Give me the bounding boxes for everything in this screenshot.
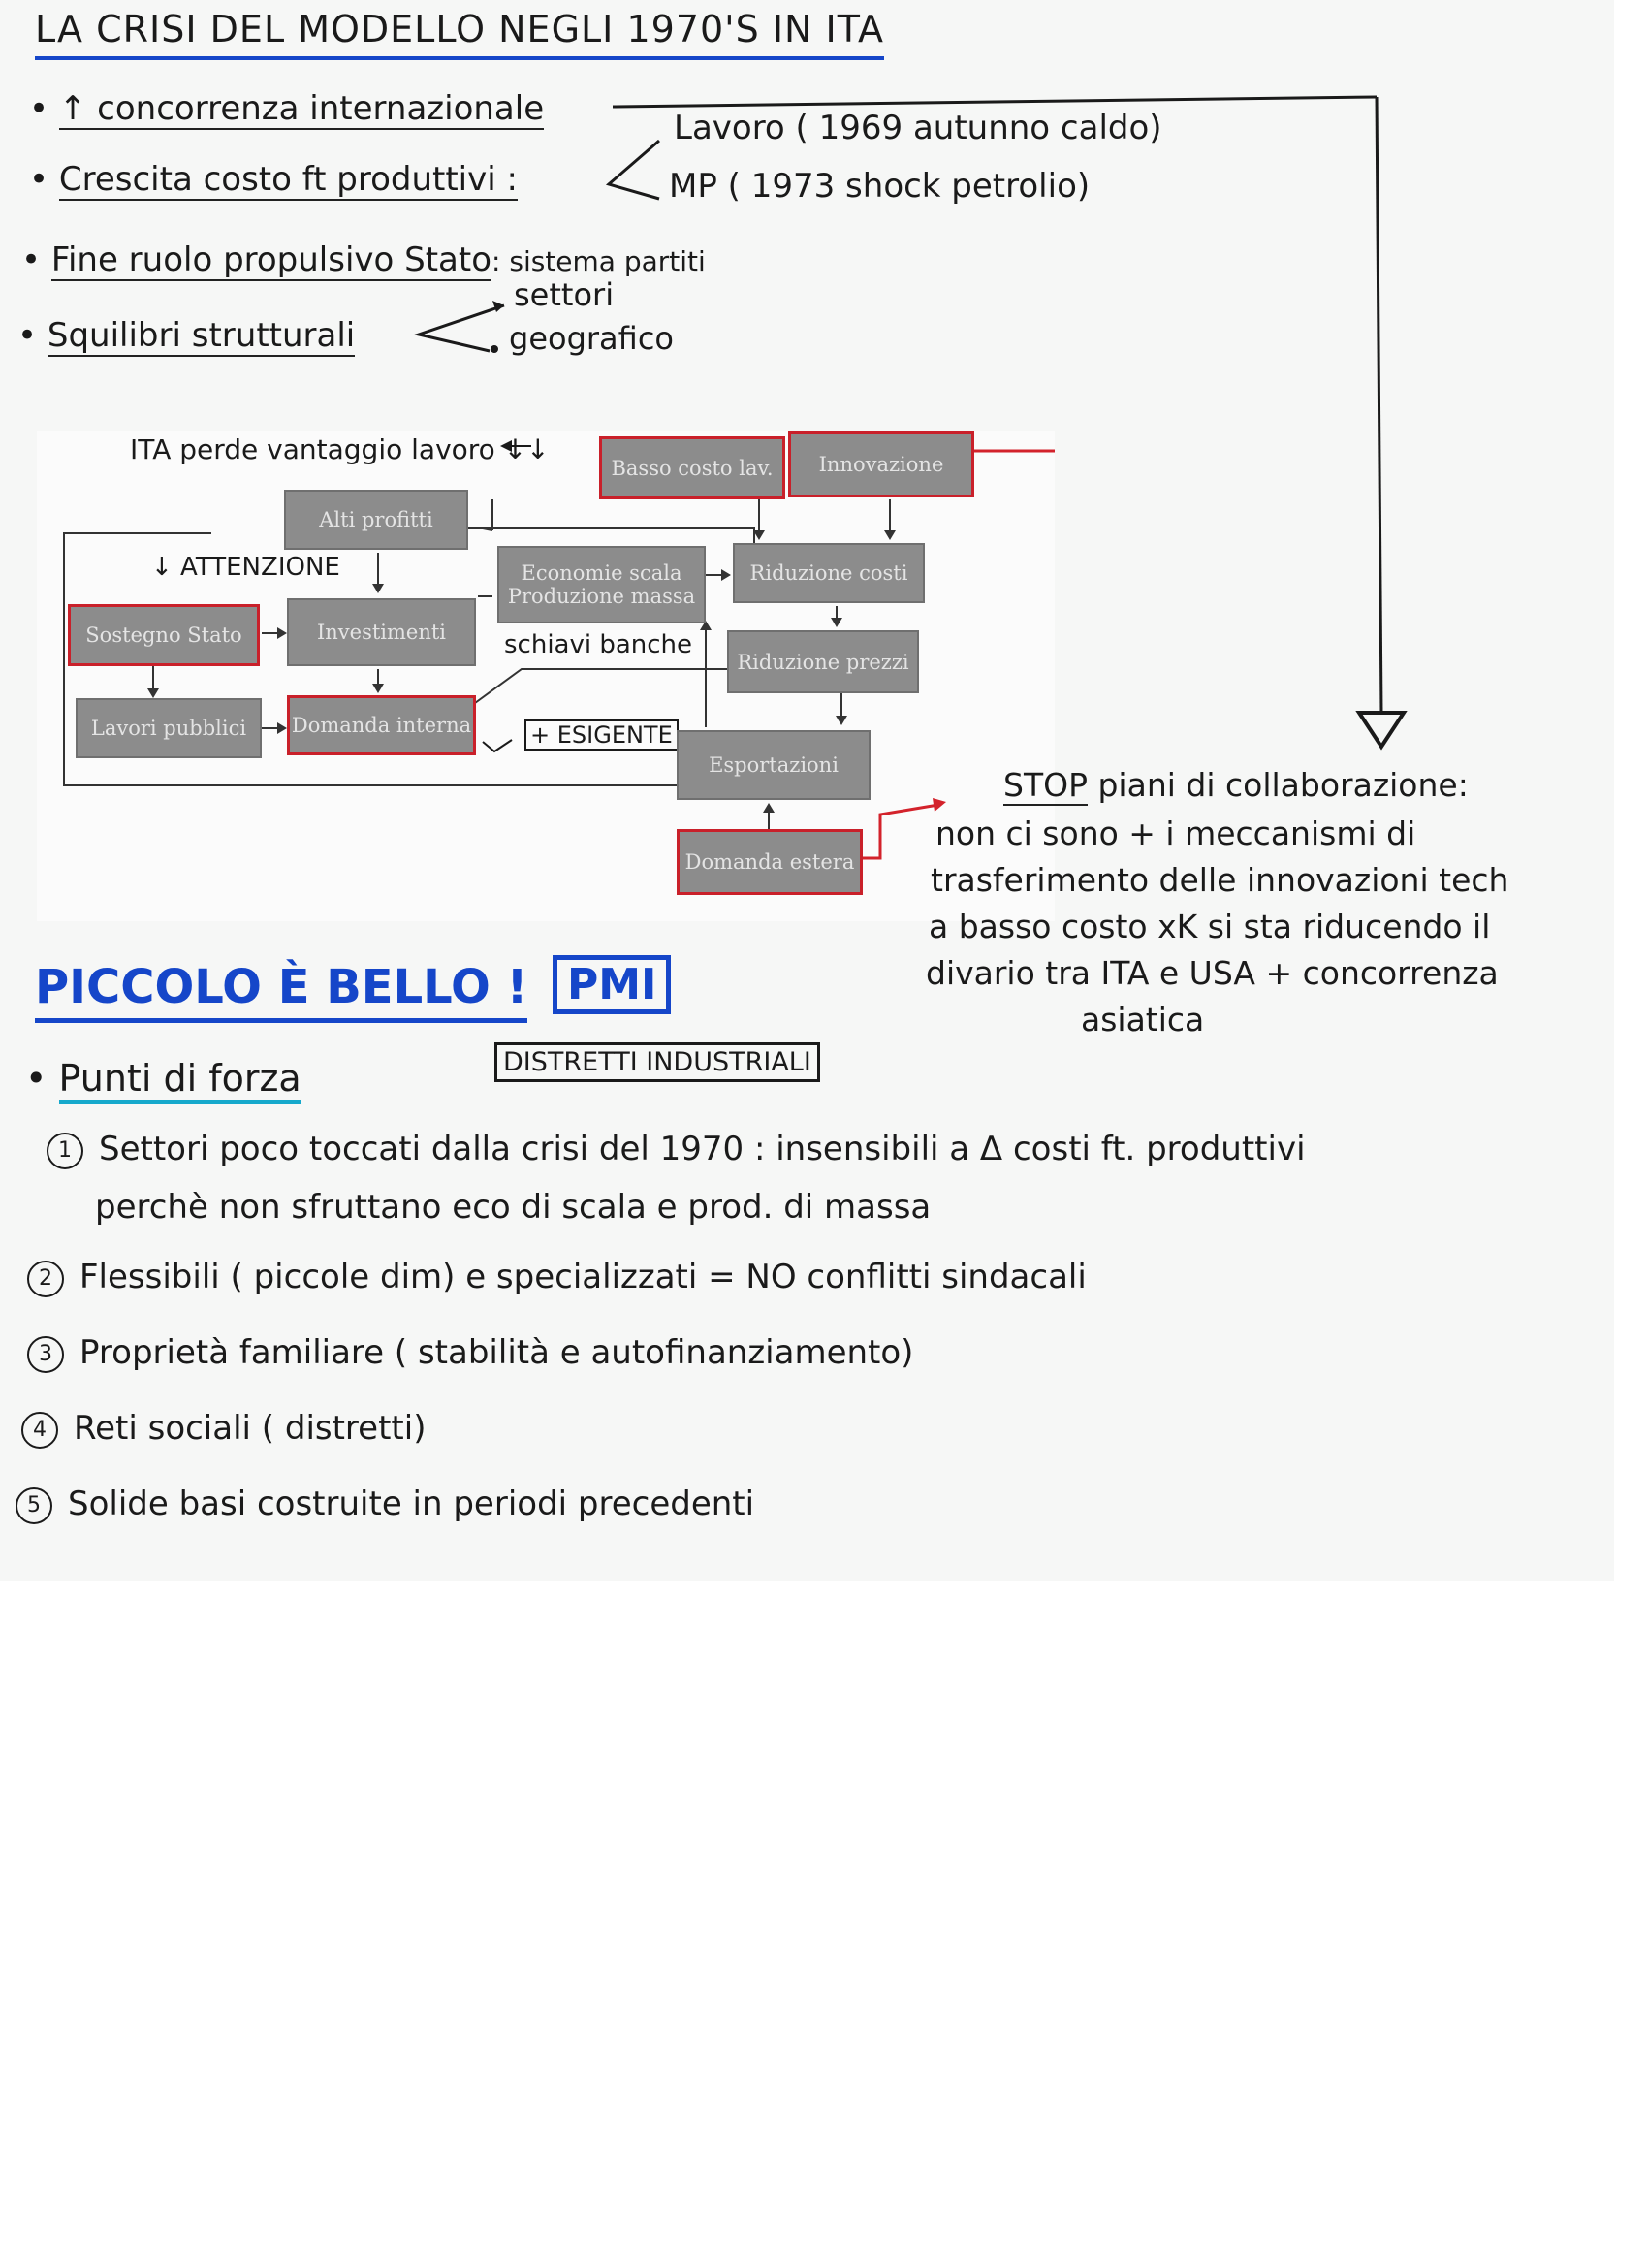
node-esportazioni: Esportazioni <box>677 730 871 800</box>
bullet-concorrenza: • ↑ concorrenza internazionale <box>29 89 545 128</box>
punti-label: • Punti di forza <box>25 1057 301 1100</box>
list-item: perchè non sfruttano eco di scala e prod. di massa <box>95 1188 932 1227</box>
bullet-fine: • Fine ruolo propulsivo Stato: sistema partiti <box>21 240 706 279</box>
stop-note-line2: non ci sono + i meccanismi di <box>935 815 1416 852</box>
distretti-label: DISTRETTI INDUSTRIALI <box>494 1042 820 1082</box>
stop-note-line6: asiatica <box>1081 1001 1205 1038</box>
node-innovazione: Innovazione <box>788 431 974 497</box>
economic-model-diagram <box>37 431 1055 921</box>
perde-vantaggio-label: ITA perde vantaggio lavoro ↓↓ <box>130 433 550 465</box>
list-item: 5 Solide basi costruite in periodi precedenti <box>16 1485 1567 1560</box>
branch-geografico: geografico <box>509 320 674 357</box>
stop-note-line5: divario tra ITA e USA + concorrenza <box>926 954 1499 992</box>
number-badge: 1 <box>47 1133 83 1169</box>
bullet-crescita: • Crescita costo ft produttivi : <box>29 160 518 199</box>
node-domanda-interna: Domanda interna <box>287 695 476 755</box>
node-sostegno-stato: Sostegno Stato <box>68 604 260 666</box>
node-economie-scala: Economie scala Produzione massa <box>497 546 706 623</box>
pmi-badge: PMI <box>553 955 671 1014</box>
node-riduzione-costi: Riduzione costi <box>733 543 925 603</box>
number-badge: 4 <box>21 1412 58 1449</box>
number-badge: 3 <box>27 1336 64 1373</box>
list-item: 1 Settori poco toccati dalla crisi del 1970 : insensibili a Δ costi ft. produttivi <box>47 1130 1598 1188</box>
node-investimenti: Investimenti <box>287 598 476 666</box>
number-badge: 5 <box>16 1487 52 1524</box>
node-lavori-pubblici: Lavori pubblici <box>76 698 262 758</box>
branch-lavoro: Lavoro ( 1969 autunno caldo) <box>674 109 1162 147</box>
number-badge: 2 <box>27 1261 64 1297</box>
schiavi-banche-label: schiavi banche <box>504 630 693 659</box>
bullet-squilibri: • Squilibri strutturali <box>17 316 356 355</box>
branch-mp: MP ( 1973 shock petrolio) <box>669 167 1091 206</box>
list-item: 4 Reti sociali ( distretti) <box>21 1409 1572 1485</box>
node-domanda-estera: Domanda estera <box>677 829 863 895</box>
stop-note-line1: STOP piani di collaborazione: <box>1003 766 1469 804</box>
esigente-label: + ESIGENTE <box>524 719 679 751</box>
piccolo-heading: PICCOLO È BELLO ! <box>35 960 527 1023</box>
strengths-list <box>27 1130 1578 1560</box>
list-item: 2 Flessibili ( piccole dim) e specializzati = NO conflitti sindacali <box>27 1258 1578 1333</box>
stop-note-line3: trasferimento delle innovazioni tech <box>931 861 1509 899</box>
page-title: LA CRISI DEL MODELLO NEGLI 1970'S IN ITA <box>35 8 884 60</box>
list-item: 3 Proprietà familiare ( stabilità e autofinanziamento) <box>27 1333 1578 1409</box>
attenzione-label: ↓ ATTENZIONE <box>151 553 340 582</box>
node-alti-profitti: Alti profitti <box>284 490 468 550</box>
node-basso-costo-lavoro: Basso costo lav. <box>599 436 785 499</box>
branch-settori: settori <box>514 276 615 313</box>
node-riduzione-prezzi: Riduzione prezzi <box>727 630 919 693</box>
stop-note-line4: a basso costo xK si sta riducendo il <box>929 908 1491 945</box>
